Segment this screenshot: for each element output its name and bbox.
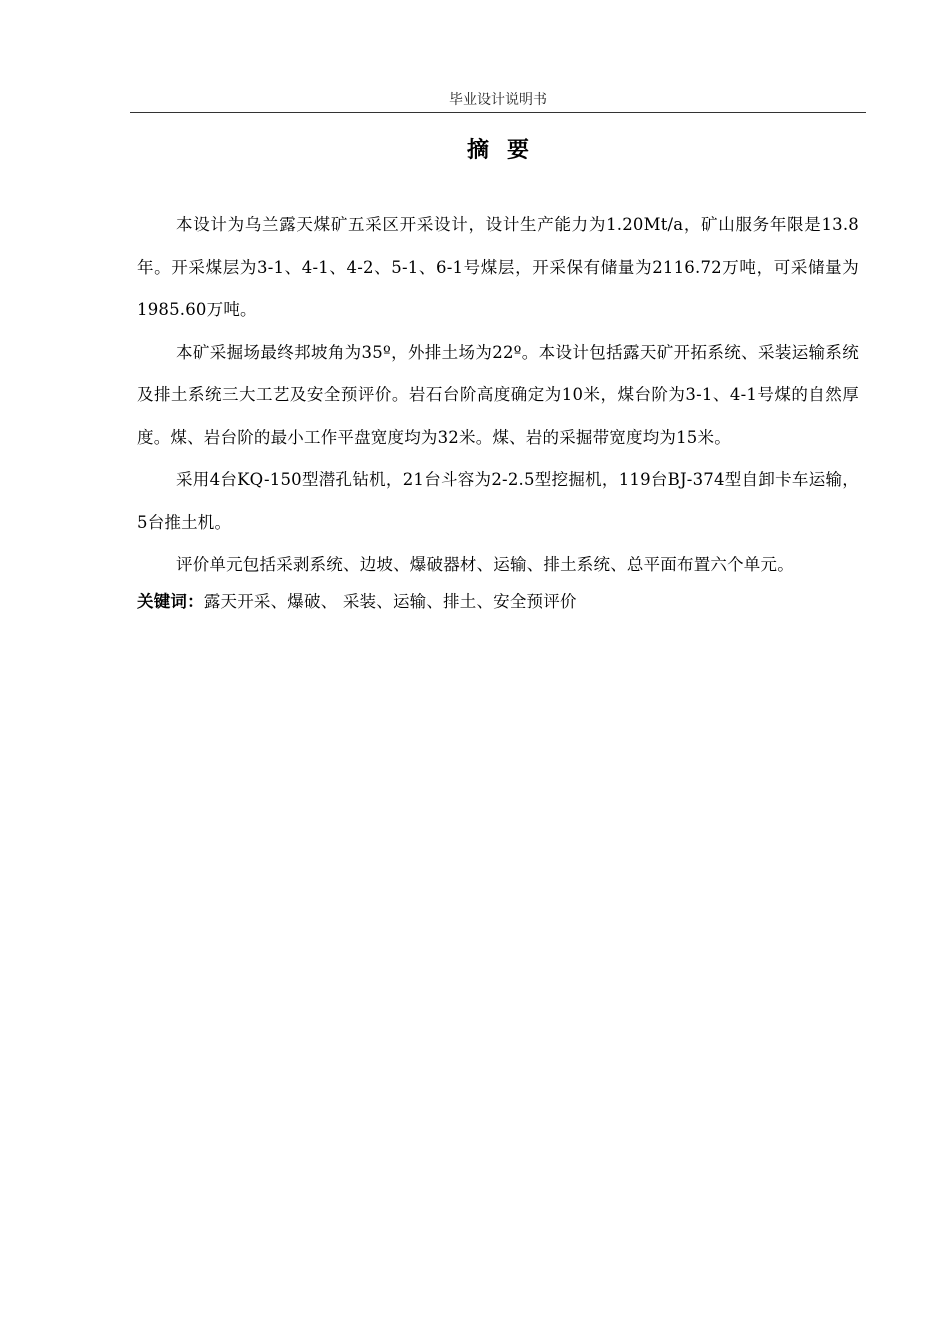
keywords-label: 关键词： bbox=[137, 591, 204, 611]
abstract-paragraph-1: 本设计为乌兰露天煤矿五采区开采设计，设计生产能力为1.20Mt/a，矿山服务年限是13.8年。开采煤层为3-1、4-1、4-2、5-1、6-1号煤层，开采保有储量为2116.72万吨，可采储量为1985.60万吨。 bbox=[137, 215, 859, 319]
abstract-paragraph-2: 本矿采掘场最终邦坡角为35º，外排土场为22º。本设计包括露天矿开拓系统、采装运输系统及排土系统三大工艺及安全预评价。岩石台阶高度确定为10米，煤台阶为3-1、4-1号煤的自然厚度。煤、岩台阶的最小工作平盘宽度均为32米。煤、岩的采掘带宽度均为15米。 bbox=[137, 342, 859, 447]
abstract-title: 摘要 bbox=[466, 138, 547, 163]
running-header: 毕业设计说明书 bbox=[449, 92, 547, 108]
abstract-body bbox=[137, 204, 859, 617]
keywords-text: 露天开采、爆破、 采装、运输、排土、安全预评价 bbox=[203, 591, 577, 611]
keywords-line bbox=[137, 587, 859, 617]
header-divider bbox=[130, 112, 866, 113]
abstract-paragraph-4: 评价单元包括采剥系统、边坡、爆破器材、运输、排土系统、总平面布置六个单元。 bbox=[176, 555, 794, 574]
abstract-paragraph-3: 采用4台KQ-150型潜孔钻机，21台斗容为2-2.5型挖掘机，119台BJ-374型自卸卡车运输，5台推土机。 bbox=[137, 470, 859, 532]
